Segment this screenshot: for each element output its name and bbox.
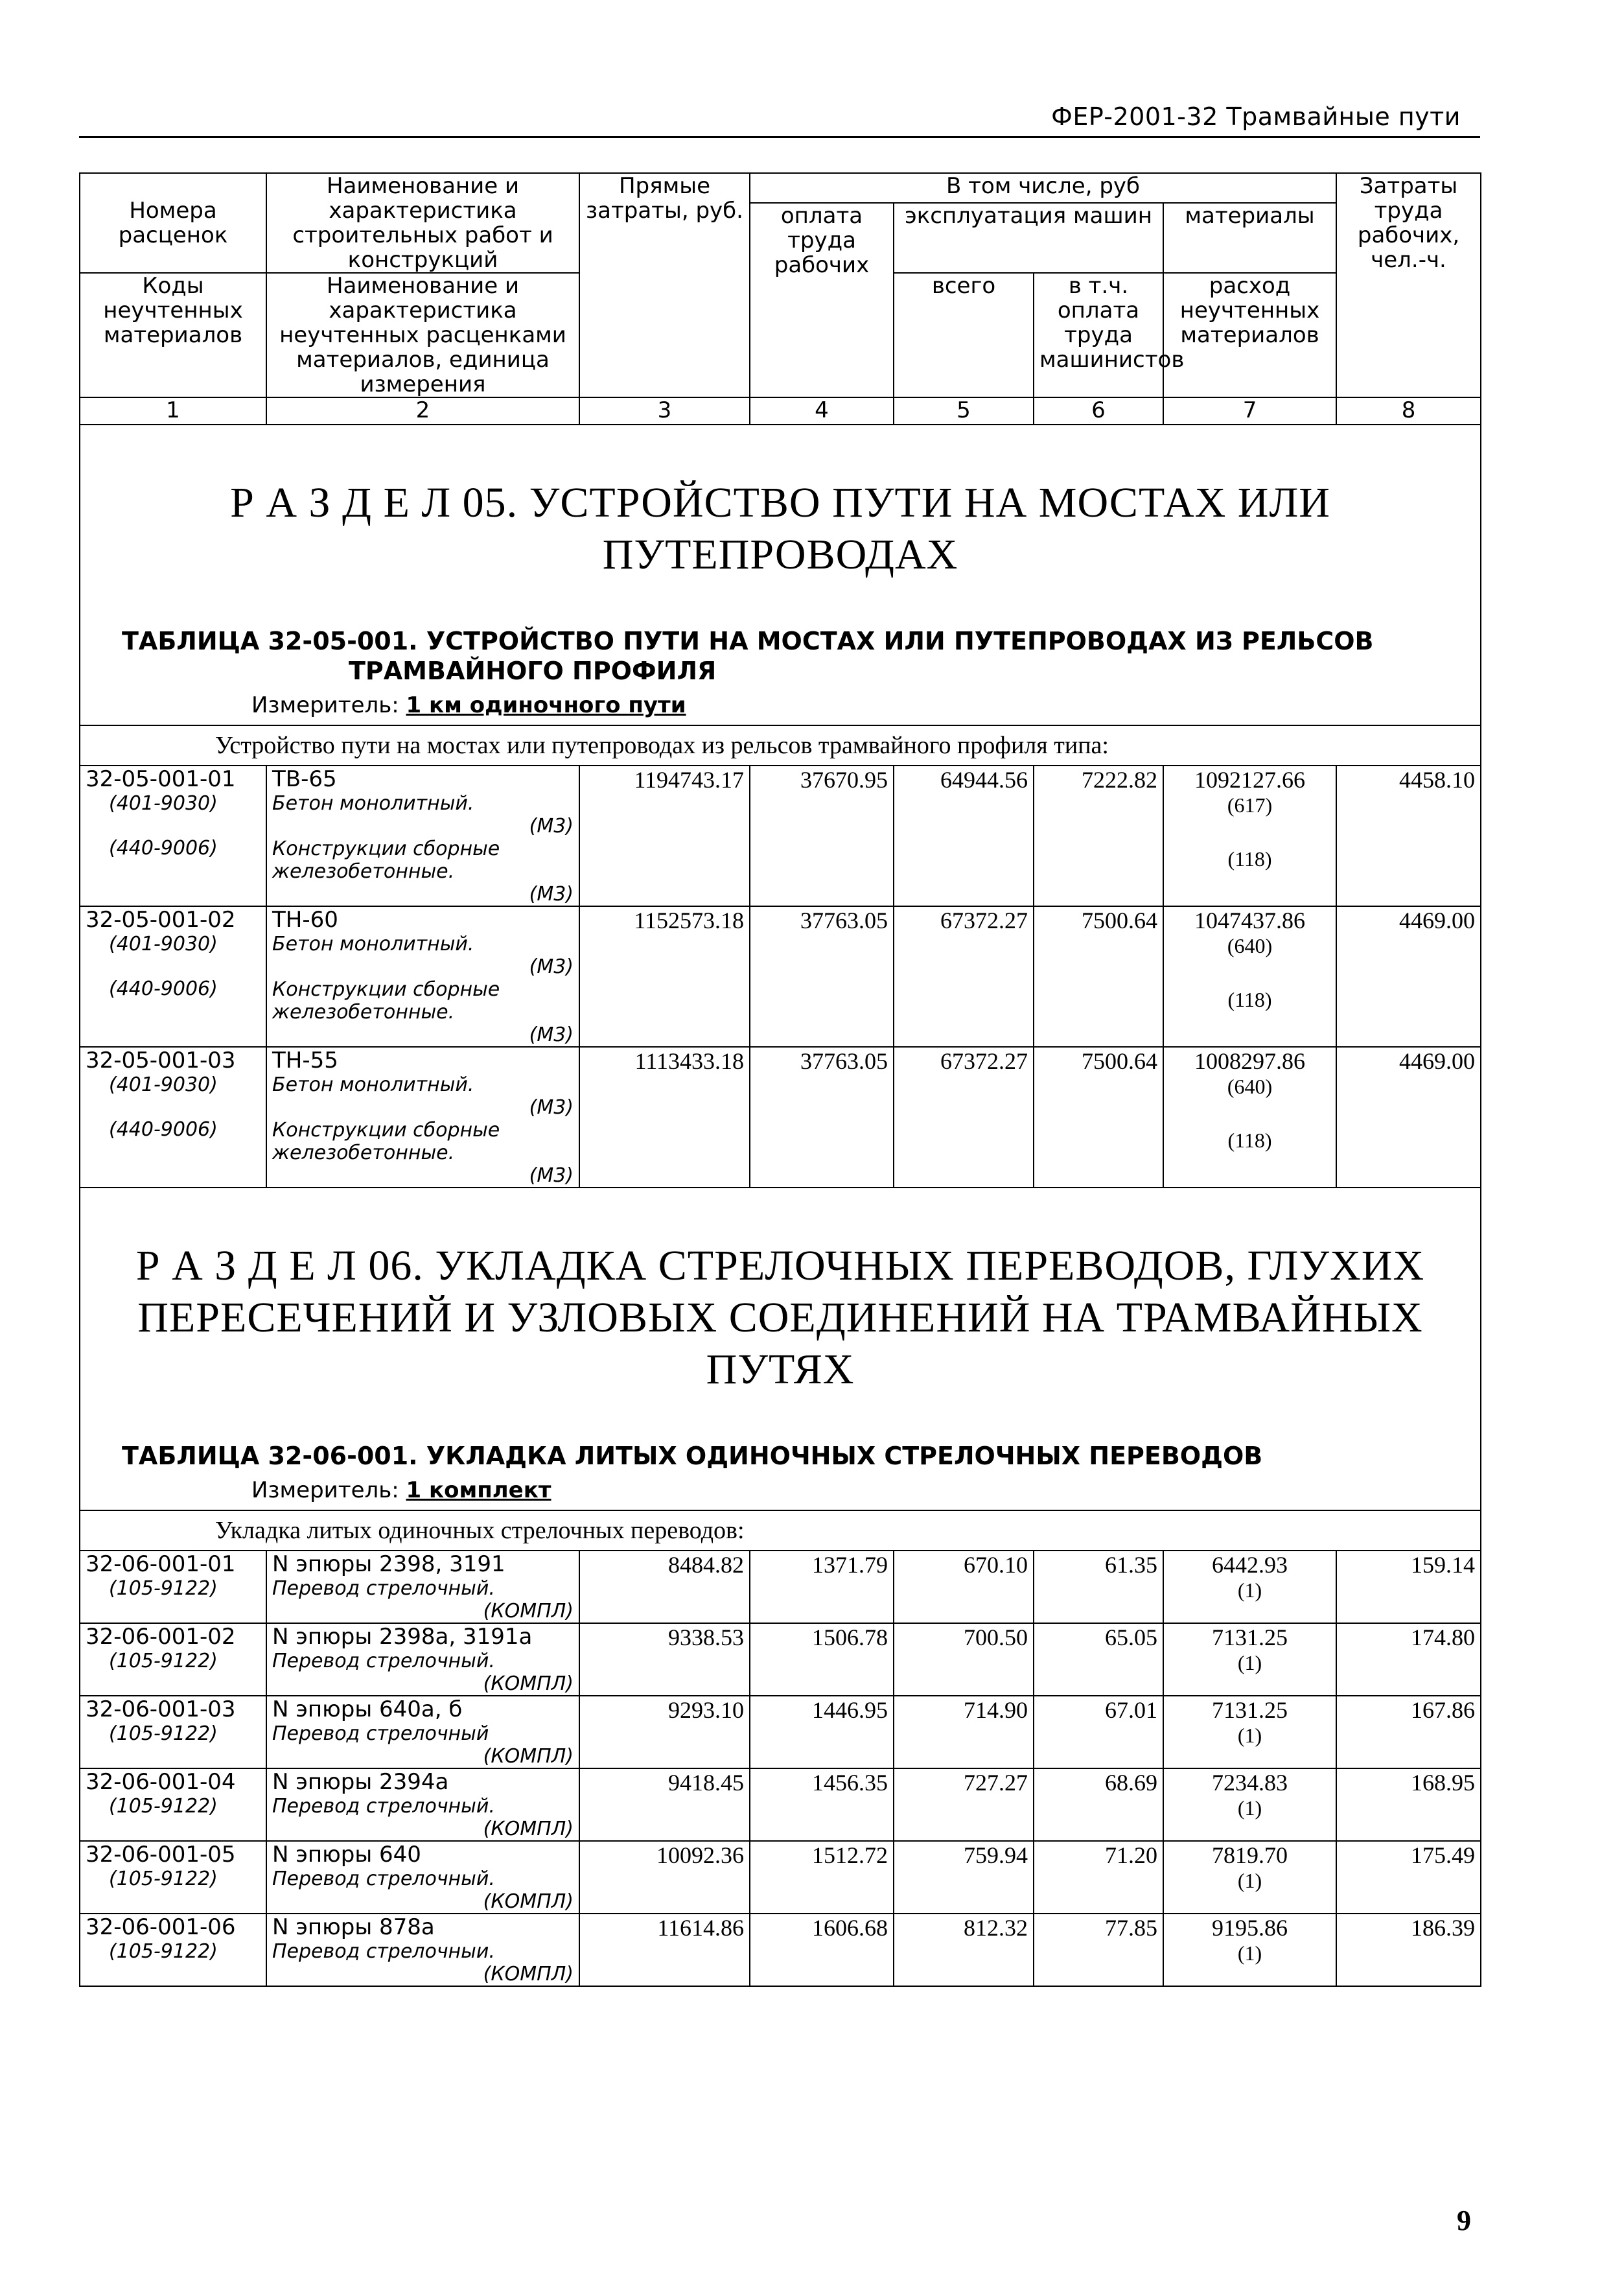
measure-label: Измеритель: — [251, 692, 399, 718]
group-row — [80, 725, 1481, 766]
rate-code: 32-06-001-03 — [86, 1696, 236, 1722]
materials-cell — [1163, 1047, 1336, 1188]
material-unit: (М3) — [529, 955, 574, 978]
material-unit: (КОМПЛ) — [483, 1963, 574, 1986]
header-c6: в т.ч. оплата труда машинистов — [1034, 273, 1163, 397]
direct-costs: 8484.82 — [579, 1551, 750, 1623]
materials-total: 1008297.86 — [1194, 1048, 1305, 1074]
labor-hours: 186.39 — [1336, 1914, 1481, 1986]
material-qty: (640) — [1227, 1075, 1273, 1098]
code-cell — [80, 1623, 266, 1696]
rate-code: 32-05-001-02 — [86, 907, 236, 933]
document-title: ФЕР-2001-32 Трамвайные пути — [1051, 102, 1461, 131]
material-qty: (118) — [1227, 1129, 1272, 1152]
labor-pay: 1606.68 — [750, 1914, 894, 1986]
column-number: 1 — [80, 397, 266, 425]
code-cell — [80, 766, 266, 906]
material-name: Конструкции сборные железобетонные. — [272, 838, 500, 883]
labor-pay: 1456.35 — [750, 1768, 894, 1841]
table-row — [80, 1551, 1481, 1623]
machinist-pay: 7500.64 — [1034, 906, 1163, 1047]
machines-total: 812.32 — [894, 1914, 1034, 1986]
work-name: ТВ-65 — [272, 766, 337, 792]
name-cell — [266, 1696, 579, 1768]
material-name: Конструкции сборные железобетонные. — [272, 978, 500, 1024]
code-cell — [80, 1768, 266, 1841]
materials-cell — [1163, 1696, 1336, 1768]
name-cell — [266, 1047, 579, 1188]
labor-hours: 168.95 — [1336, 1768, 1481, 1841]
header-c2-bottom: Наименование и характеристика неучтенных расценками материалов, единица измерения — [266, 273, 579, 397]
materials-total: 7131.25 — [1212, 1624, 1288, 1650]
materials-total: 6442.93 — [1212, 1552, 1288, 1578]
material-unit: (М3) — [529, 815, 574, 838]
measure-value: 1 км одиночного пути — [406, 692, 686, 718]
code-cell — [80, 1914, 266, 1986]
rate-code: 32-06-001-04 — [86, 1769, 236, 1795]
labor-pay: 37670.95 — [750, 766, 894, 906]
material-name: Конструкции сборные железобетонные. — [272, 1119, 500, 1164]
name-cell — [266, 906, 579, 1047]
page-number: 9 — [1457, 2205, 1471, 2236]
material-code: (401-9030) — [109, 1073, 218, 1096]
machinist-pay: 67.01 — [1034, 1696, 1163, 1768]
direct-costs: 9418.45 — [579, 1768, 750, 1841]
materials-cell — [1163, 1623, 1336, 1696]
material-qty: (1) — [1237, 1869, 1262, 1892]
price-table — [79, 172, 1481, 1987]
labor-pay: 37763.05 — [750, 1047, 894, 1188]
machines-total: 67372.27 — [894, 906, 1034, 1047]
column-number: 2 — [266, 397, 579, 425]
labor-hours: 175.49 — [1336, 1841, 1481, 1914]
material-qty: (1) — [1237, 1724, 1262, 1747]
materials-cell — [1163, 766, 1336, 906]
material-qty: (617) — [1227, 793, 1273, 817]
table-row — [80, 1623, 1481, 1696]
name-cell — [266, 1914, 579, 1986]
material-qty: (1) — [1237, 1796, 1262, 1820]
column-number: 4 — [750, 397, 894, 425]
code-cell — [80, 906, 266, 1047]
code-cell — [80, 1047, 266, 1188]
code-cell — [80, 1696, 266, 1768]
table-row — [80, 1914, 1481, 1986]
material-code: (440-9006) — [109, 837, 218, 860]
table-row — [80, 906, 1481, 1047]
work-name: N эпюры 640 — [272, 1842, 421, 1868]
header-machines: эксплуатация машин — [894, 203, 1163, 273]
section-title: Р А З Д Е Л 06. УКЛАДКА СТРЕЛОЧНЫХ ПЕРЕВОДОВ, ГЛУХИХ ПЕРЕСЕЧЕНИЙ И УЗЛОВЫХ СОЕДИНЕНИЙ НА ТРАМВАЙНЫХ ПУТЯХ — [135, 1242, 1425, 1393]
material-name: Перевод стрелочныи. — [272, 1940, 495, 1963]
direct-costs: 9293.10 — [579, 1696, 750, 1768]
header-rule — [79, 136, 1480, 138]
labor-hours: 159.14 — [1336, 1551, 1481, 1623]
material-code: (105-9122) — [109, 1868, 218, 1890]
header-c5: всего — [894, 273, 1034, 397]
work-name: N эпюры 2398, 3191 — [272, 1551, 505, 1577]
materials-total: 1092127.66 — [1194, 767, 1305, 793]
table-title: ТАБЛИЦА 32-06-001. УКЛАДКА ЛИТЫХ ОДИНОЧНЫХ СТРЕЛОЧНЫХ ПЕРЕВОДОВ — [122, 1442, 1263, 1470]
material-unit: (КОМПЛ) — [483, 1745, 574, 1768]
material-unit: (КОМПЛ) — [483, 1818, 574, 1840]
material-name: Перевод стрелочный. — [272, 1868, 495, 1890]
section-cell — [80, 425, 1481, 725]
header-c4: оплата труда рабочих — [750, 203, 894, 397]
direct-costs: 10092.36 — [579, 1841, 750, 1914]
group-row — [80, 1510, 1481, 1551]
header-c8: Затраты труда рабочих, чел.-ч. — [1336, 173, 1481, 397]
table-body — [80, 425, 1481, 1986]
materials-total: 9195.86 — [1212, 1915, 1288, 1941]
header-c1-bottom: Коды неучтенных материалов — [80, 273, 266, 397]
material-code: (105-9122) — [109, 1577, 218, 1600]
machinist-pay: 61.35 — [1034, 1551, 1163, 1623]
materials-total: 7131.25 — [1212, 1697, 1288, 1723]
labor-hours: 167.86 — [1336, 1696, 1481, 1768]
material-unit: (М3) — [529, 1096, 574, 1119]
material-unit: (М3) — [529, 883, 574, 906]
table-row — [80, 766, 1481, 906]
material-code: (440-9006) — [109, 978, 218, 1000]
header-c1-top: Номера расценок — [80, 173, 266, 273]
rate-code: 32-06-001-02 — [86, 1624, 236, 1650]
material-qty: (118) — [1227, 847, 1272, 871]
machinist-pay: 7500.64 — [1034, 1047, 1163, 1188]
machinist-pay: 65.05 — [1034, 1623, 1163, 1696]
materials-cell — [1163, 1841, 1336, 1914]
direct-costs: 1152573.18 — [579, 906, 750, 1047]
material-qty: (118) — [1227, 988, 1272, 1011]
machines-total: 727.27 — [894, 1768, 1034, 1841]
table-row — [80, 1047, 1481, 1188]
work-name: N эпюры 2398а, 3191а — [272, 1624, 533, 1650]
material-unit: (М3) — [529, 1024, 574, 1046]
machines-total: 714.90 — [894, 1696, 1034, 1768]
material-code: (401-9030) — [109, 933, 218, 955]
materials-total: 7234.83 — [1212, 1770, 1288, 1796]
table-row — [80, 1841, 1481, 1914]
material-code: (105-9122) — [109, 1940, 218, 1963]
material-name: Бетон монолитный. — [272, 792, 474, 815]
labor-pay: 37763.05 — [750, 906, 894, 1047]
table-row — [80, 1696, 1481, 1768]
material-code: (105-9122) — [109, 1722, 218, 1745]
material-name: Перевод стрелочный — [272, 1722, 489, 1745]
direct-costs: 11614.86 — [579, 1914, 750, 1986]
header-c2-top: Наименование и характеристика строительных работ и конструкций — [266, 173, 579, 273]
column-number: 3 — [579, 397, 750, 425]
name-cell — [266, 1551, 579, 1623]
machinist-pay: 68.69 — [1034, 1768, 1163, 1841]
direct-costs: 9338.53 — [579, 1623, 750, 1696]
material-code: (440-9006) — [109, 1118, 218, 1141]
material-code: (105-9122) — [109, 1650, 218, 1672]
name-cell — [266, 1623, 579, 1696]
material-code: (105-9122) — [109, 1795, 218, 1818]
material-qty: (1) — [1237, 1578, 1262, 1602]
material-unit: (КОМПЛ) — [483, 1672, 574, 1695]
material-code: (401-9030) — [109, 792, 218, 815]
measure-line — [251, 1477, 1465, 1503]
column-number: 7 — [1163, 397, 1336, 425]
rate-code: 32-06-001-06 — [86, 1914, 236, 1940]
materials-cell — [1163, 1768, 1336, 1841]
code-cell — [80, 1841, 266, 1914]
material-unit: (КОМПЛ) — [483, 1890, 574, 1913]
labor-pay: 1371.79 — [750, 1551, 894, 1623]
section-row — [80, 425, 1481, 725]
table-row — [80, 1768, 1481, 1841]
labor-hours: 174.80 — [1336, 1623, 1481, 1696]
header-c3: Прямые затраты, руб. — [579, 173, 750, 397]
header-materials: материалы — [1163, 203, 1336, 273]
machines-total: 67372.27 — [894, 1047, 1034, 1188]
labor-hours: 4469.00 — [1336, 906, 1481, 1047]
labor-pay: 1446.95 — [750, 1696, 894, 1768]
work-name: N эпюры 2394а — [272, 1769, 449, 1795]
name-cell — [266, 1768, 579, 1841]
material-name: Перевод стрелочный. — [272, 1795, 495, 1818]
materials-total: 1047437.86 — [1194, 908, 1305, 933]
table-title: ТАБЛИЦА 32-05-001. УСТРОЙСТВО ПУТИ НА МОСТАХ ИЛИ ПУТЕПРОВОДАХ ИЗ РЕЛЬСОВ ТРАМВАЙНОГО ПРОФИЛЯ — [122, 627, 1374, 685]
machines-total: 759.94 — [894, 1841, 1034, 1914]
material-name: Перевод стрелочный. — [272, 1577, 495, 1600]
rate-code: 32-06-001-01 — [86, 1551, 236, 1577]
material-unit: (М3) — [529, 1164, 574, 1187]
header-group: В том числе, руб — [750, 173, 1336, 203]
machinist-pay: 71.20 — [1034, 1841, 1163, 1914]
machinist-pay: 77.85 — [1034, 1914, 1163, 1986]
rate-code: 32-06-001-05 — [86, 1842, 236, 1868]
name-cell — [266, 1841, 579, 1914]
measure-label: Измеритель: — [251, 1477, 399, 1503]
rate-code: 32-05-001-01 — [86, 766, 236, 792]
material-name: Бетон монолитный. — [272, 1073, 474, 1096]
section-title: Р А З Д Е Л 05. УСТРОЙСТВО ПУТИ НА МОСТАХ ИЛИ ПУТЕПРОВОДАХ — [230, 479, 1330, 578]
machines-total: 700.50 — [894, 1623, 1034, 1696]
work-name: ТН-60 — [272, 907, 338, 933]
column-number: 5 — [894, 397, 1034, 425]
rate-code: 32-05-001-03 — [86, 1048, 236, 1073]
work-name: N эпюры 878а — [272, 1914, 435, 1940]
labor-hours: 4469.00 — [1336, 1047, 1481, 1188]
labor-hours: 4458.10 — [1336, 766, 1481, 906]
header-c7: расход неучтенных материалов — [1163, 273, 1336, 397]
direct-costs: 1194743.17 — [579, 766, 750, 906]
measure-value: 1 комплект — [406, 1477, 551, 1503]
measure-line — [251, 692, 1465, 718]
materials-cell — [1163, 1551, 1336, 1623]
direct-costs: 1113433.18 — [579, 1047, 750, 1188]
materials-cell — [1163, 906, 1336, 1047]
name-cell — [266, 766, 579, 906]
work-name: ТН-55 — [272, 1048, 338, 1073]
code-cell — [80, 1551, 266, 1623]
column-number: 6 — [1034, 397, 1163, 425]
machinist-pay: 7222.82 — [1034, 766, 1163, 906]
material-qty: (1) — [1237, 1651, 1262, 1674]
materials-total: 7819.70 — [1212, 1842, 1288, 1868]
section-cell — [80, 1188, 1481, 1510]
machines-total: 64944.56 — [894, 766, 1034, 906]
group-label: Укладка литых одиночных стрелочных переводов: — [80, 1510, 1481, 1551]
column-number: 8 — [1336, 397, 1481, 425]
work-name: N эпюры 640а, б — [272, 1696, 463, 1722]
material-name: Перевод стрелочный. — [272, 1650, 495, 1672]
material-name: Бетон монолитный. — [272, 933, 474, 955]
section-row — [80, 1188, 1481, 1510]
labor-pay: 1506.78 — [750, 1623, 894, 1696]
machines-total: 670.10 — [894, 1551, 1034, 1623]
material-unit: (КОМПЛ) — [483, 1600, 574, 1623]
material-qty: (1) — [1237, 1941, 1262, 1965]
material-qty: (640) — [1227, 934, 1273, 957]
labor-pay: 1512.72 — [750, 1841, 894, 1914]
group-label: Устройство пути на мостах или путепроводах из рельсов трамвайного профиля типа: — [80, 725, 1481, 766]
materials-cell — [1163, 1914, 1336, 1986]
